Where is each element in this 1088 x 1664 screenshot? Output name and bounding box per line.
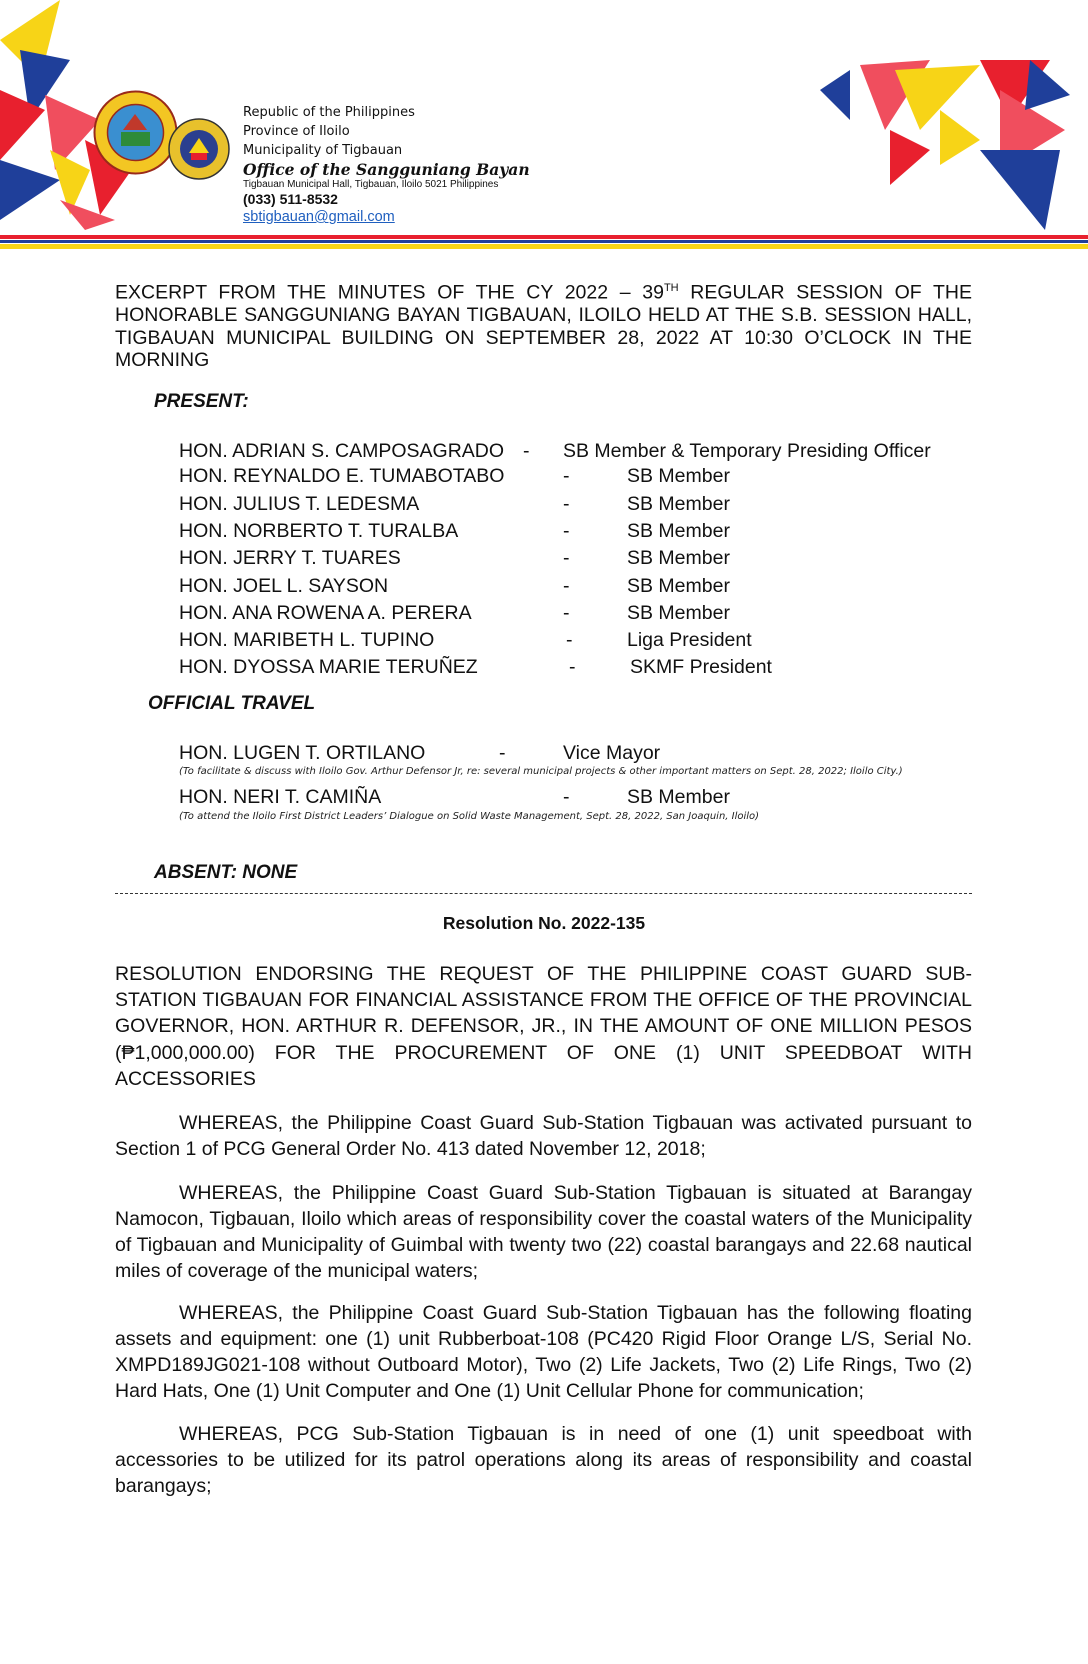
member-role: SB Member xyxy=(627,602,730,624)
letterhead-line: Province of Iloilo xyxy=(243,124,350,139)
minutes-excerpt: EXCERPT FROM THE MINUTES OF THE CY 2022 – 39TH REGULAR SESSION OF THE HONORABLE SANGGUNIANG BAYAN TIGBAUAN, ILOILO HELD AT THE S.B. SESSION HALL, TIGBAUAN MUNICIPAL BUILDING ON SEPTEMBER 28, 2022 AT 10:30 O’CLOCK IN THE MORNING xyxy=(115,281,972,371)
header-stripe-blue xyxy=(0,240,1088,243)
office-phone: (033) 511-8532 xyxy=(243,191,338,207)
member-separator: - xyxy=(563,547,570,569)
letterhead xyxy=(243,103,530,226)
member-name: HON. NERI T. CAMIÑA xyxy=(179,786,382,808)
member-role: SB Member & Temporary Presiding Officer xyxy=(563,440,931,462)
absent-heading: ABSENT: NONE xyxy=(154,862,298,883)
header-stripe-red xyxy=(0,235,1088,239)
member-name: HON. DYOSSA MARIE TERUÑEZ xyxy=(179,656,478,678)
member-role: SB Member xyxy=(627,493,730,515)
member-name: HON. REYNALDO E. TUMABOTABO xyxy=(179,465,505,487)
member-name: HON. LUGEN T. ORTILANO xyxy=(179,742,426,764)
resolution-title: RESOLUTION ENDORSING THE REQUEST OF THE PHILIPPINE COAST GUARD SUB-STATION TIGBAUAN FOR FINANCIAL ASSISTANCE FROM THE OFFICE OF THE PROVINCIAL GOVERNOR, HON. ARTHUR R. DEFENSOR, JR., IN THE AMOUNT OF ONE MILLION PESOS (₱1,000,000.00) FOR THE PROCUREMENT OF ONE (1) UNIT SPEEDBOAT WITH ACCESSORIES xyxy=(115,963,972,1090)
member-name: HON. ADRIAN S. CAMPOSAGRADO xyxy=(179,440,505,462)
member-name: HON. ANA ROWENA A. PERERA xyxy=(179,602,472,624)
member-name: HON. MARIBETH L. TUPINO xyxy=(179,629,435,651)
letterhead-line: Republic of the Philippines xyxy=(243,105,415,120)
resolution-number: Resolution No. 2022-135 xyxy=(442,913,646,933)
member-role: SKMF President xyxy=(630,656,772,678)
member-role: SB Member xyxy=(627,786,730,808)
section-divider xyxy=(115,893,972,894)
sangguniang-bayan-seal-logo xyxy=(168,118,230,180)
member-role: Liga President xyxy=(627,629,752,651)
member-separator: - xyxy=(566,629,573,651)
member-separator: - xyxy=(563,493,570,515)
member-name: HON. JULIUS T. LEDESMA xyxy=(179,493,420,515)
office-address: Tigbauan Municipal Hall, Tigbauan, Iloilo 5021 Philippines xyxy=(243,179,499,190)
member-separator: - xyxy=(563,575,570,597)
whereas-clause: WHEREAS, the Philippine Coast Guard Sub-Station Tigbauan has the following floating assets and equipment: one (1) unit Rubberboat-108 (PC420 Rigid Floor Orange L/S, Serial No. XMPD189JG021-108 without Outboard Motor), Two (2) Life Jackets, Two (2) Life Rings, Two (2) Hard Hats, One (1) Unit Computer and One (1) Unit Cellular Phone for communication; xyxy=(115,1302,972,1402)
member-role: Vice Mayor xyxy=(563,742,661,764)
letterhead-line: Municipality of Tigbauan xyxy=(243,143,403,158)
member-separator: - xyxy=(499,742,506,764)
official-travel-heading: OFFICIAL TRAVEL xyxy=(148,693,316,714)
member-name: HON. NORBERTO T. TURALBA xyxy=(179,520,459,542)
office-email-link[interactable]: sbtigbauan@gmail.com xyxy=(243,209,395,225)
member-role: SB Member xyxy=(627,575,730,597)
member-name: HON. JOEL L. SAYSON xyxy=(179,575,389,597)
whereas-clause: WHEREAS, the Philippine Coast Guard Sub-Station Tigbauan was activated pursuant to Section 1 of PCG General Order No. 413 dated November 12, 2018; xyxy=(115,1112,972,1160)
whereas-clause: WHEREAS, the Philippine Coast Guard Sub-Station Tigbauan is situated at Barangay Namocon, Tigbauan, Iloilo which areas of responsibility cover the coastal waters of the Municipality of Tigbauan and Municipality of Guimbal with twenty two (22) coastal barangays and 22.68 nautical miles of coverage of the municipal waters; xyxy=(115,1182,972,1282)
member-separator: - xyxy=(563,465,570,487)
member-role: SB Member xyxy=(627,520,730,542)
header-decoration-right xyxy=(800,0,1088,235)
member-separator: - xyxy=(563,786,570,808)
member-role: SB Member xyxy=(627,547,730,569)
member-separator: - xyxy=(563,520,570,542)
office-name: Office of the Sangguniang Bayan xyxy=(243,160,530,179)
whereas-clause: WHEREAS, PCG Sub-Station Tigbauan is in need of one (1) unit speedboat with accessories to be utilized for its patrol operations along its areas of responsibility and coastal barangays; xyxy=(115,1423,972,1497)
travel-note: (To attend the Iloilo First District Leaders’ Dialogue on Solid Waste Management, Sept. 28, 2022, San Joaquin, Iloilo) xyxy=(179,811,760,822)
member-name: HON. JERRY T. TUARES xyxy=(179,547,401,569)
member-separator: - xyxy=(563,602,570,624)
member-separator: - xyxy=(523,440,530,462)
member-role: SB Member xyxy=(627,465,730,487)
header-stripe-yellow xyxy=(0,244,1088,249)
member-separator: - xyxy=(569,656,576,678)
travel-note: (To facilitate & discuss with Iloilo Gov. Arthur Defensor Jr, re: several municipal projects & other important matters on Sept. 28, 2022; Iloilo City.) xyxy=(179,766,903,777)
present-heading: PRESENT: xyxy=(154,391,249,412)
municipal-seal-logo xyxy=(93,90,178,175)
